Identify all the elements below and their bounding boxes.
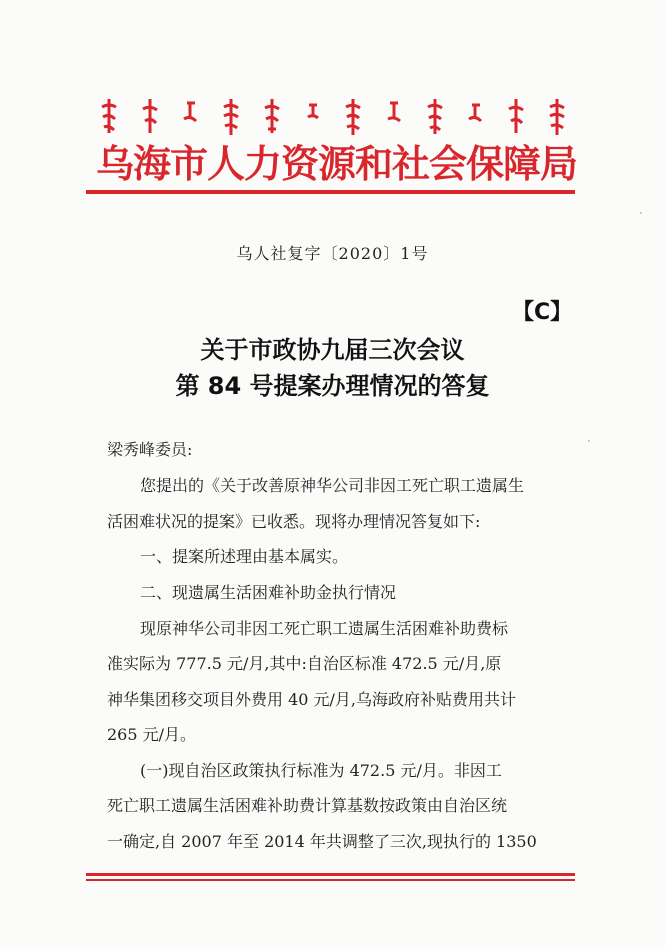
footer-rule-thin [86,879,575,881]
salutation: 梁秀峰委员: [107,440,193,459]
paragraph-line: 活困难状况的提案》已收悉。现将办理情况答复如下: [107,512,481,531]
paragraph-line: 准实际为 777.5 元/月,其中:自治区标准 472.5 元/月,原 [107,654,502,673]
document-title-line-1: 关于市政协九届三次会议 [200,336,465,364]
letterhead-rule [86,190,575,194]
footer-rule-thick [86,873,575,876]
scan-speck [640,212,642,214]
organization-name: 乌海市人力资源和社会保障局 [96,142,578,186]
scan-speck [588,440,590,442]
paragraph-line: 现原神华公司非因工死亡职工遗属生活困难补助费标 [140,619,509,638]
document-title-line-2: 第 84 号提案办理情况的答复 [175,372,490,400]
section-heading-2: 二、现遗属生活困难补助金执行情况 [140,583,397,602]
paragraph-line: 一确定,自 2007 年至 2014 年共调整了三次,现执行的 1350 [107,832,537,851]
paragraph-line: 265 元/月。 [107,725,197,744]
paragraph-line: 神华集团移交项目外费用 40 元/月,乌海政府补贴费用共计 [107,690,517,709]
document-number: 乌人社复字〔2020〕1号 [236,244,429,263]
mongolian-script-icon [98,97,568,141]
paragraph-line: 您提出的《关于改善原神华公司非因工死亡职工遗属生 [140,476,525,495]
category-mark: 【C】 [512,300,573,325]
section-heading-1: 一、提案所述理由基本属实。 [140,547,349,566]
paragraph-line: (一)现自治区政策执行标准为 472.5 元/月。非因工 [140,761,502,780]
paragraph-line: 死亡职工遗属生活困难补助费计算基数按政策由自治区统 [107,796,508,815]
